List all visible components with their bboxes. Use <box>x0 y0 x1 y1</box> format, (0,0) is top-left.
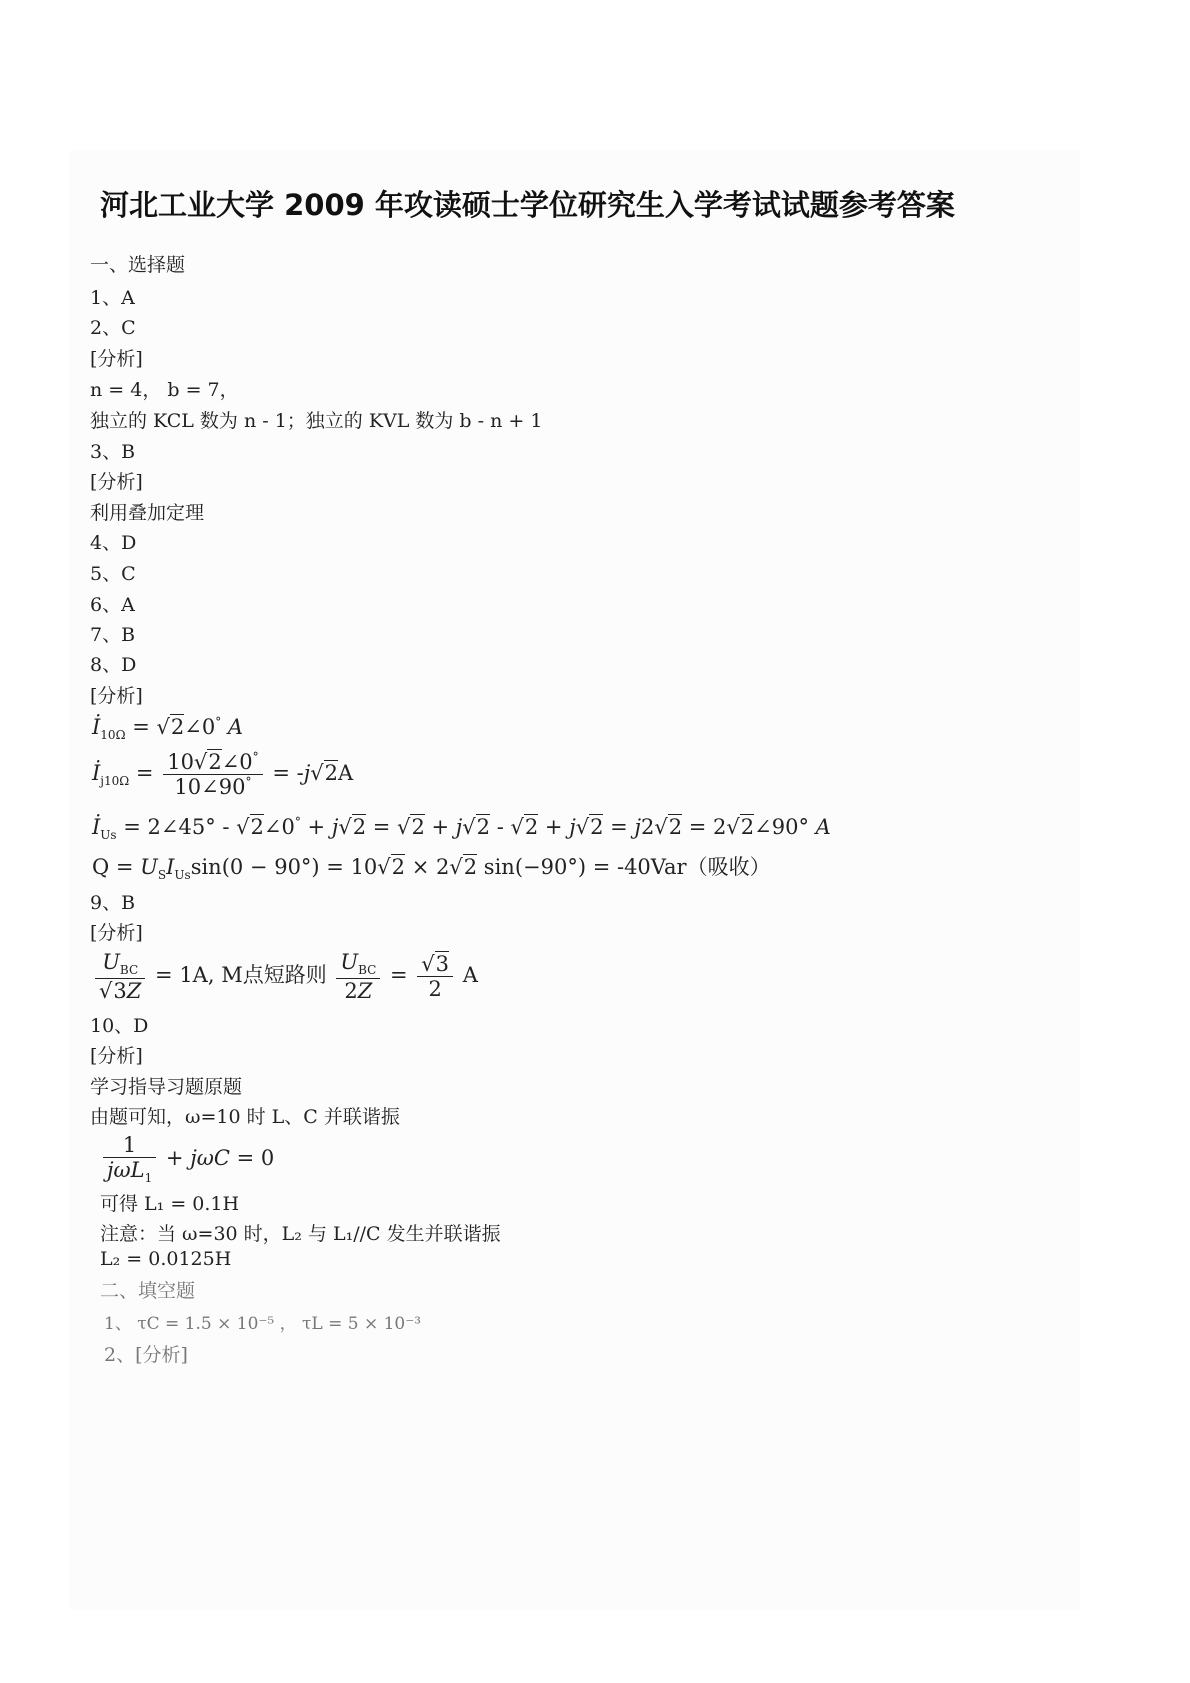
answer-8: 8、D <box>90 654 137 676</box>
section-heading-fill: 二、填空题 <box>100 1280 196 1302</box>
answer-3: 3、B <box>90 441 136 463</box>
answer-10-line-4: 注意：当 ω=30 时，L₂ 与 L₁//C 发生并联谐振 <box>100 1223 501 1245</box>
analysis-label: [分析] <box>90 471 143 493</box>
q-result: = -40Var（吸收） <box>592 855 771 879</box>
equation-ubc: $\frac{U_{BC}}{√3Z}$ = 1A, M点短路则 $\frac{U_{BC}}{2Z}$ = $\frac{√3}{2}$ A <box>92 950 478 1003</box>
answer-2: 2、C <box>90 317 136 339</box>
equation-ij10: $İ_{j10\Omega}$ = $\frac{10√2\angle 0^\circ}{10\angle 90^\circ}$ = -j√2A <box>92 750 354 800</box>
section-heading-choice: 一、选择题 <box>90 254 186 276</box>
analysis-label: [分析] <box>90 348 143 370</box>
equation-i10: $İ_{10\Omega}$ = √2∠0° A <box>92 715 244 742</box>
answer-2-line-2: 独立的 KCL 数为 n - 1；独立的 KVL 数为 b - n + 1 <box>90 410 543 432</box>
answer-5: 5、C <box>90 563 136 585</box>
answer-2-line-1: n = 4， b = 7， <box>90 379 239 401</box>
equation-ubc-unit: A <box>462 962 478 987</box>
analysis-label: [分析] <box>90 1045 143 1067</box>
answer-10-line-1: 学习指导习题原题 <box>90 1076 243 1098</box>
answer-6: 6、A <box>90 594 135 616</box>
equation-q: $Q = U_SI_{Us}\sin(0 - 90^\circ) = 10√2 \times 2√2$ sin(−90°) = -40Var（吸收） <box>92 855 771 882</box>
answer-10-line-5: L₂ = 0.0125H <box>100 1248 232 1270</box>
answer-7: 7、B <box>90 624 136 646</box>
analysis-label: [分析] <box>90 922 143 944</box>
answer-10: 10、D <box>90 1015 149 1037</box>
answer-10-line-3: 可得 L₁ = 0.1H <box>100 1193 240 1215</box>
equation-resonance: $\frac{1}{j\omega L_1}$ + jωC = 0 <box>100 1133 274 1186</box>
answer-3-line-1: 利用叠加定理 <box>90 502 205 524</box>
fill-answer-2: 2、[分析] <box>104 1344 188 1366</box>
answer-9: 9、B <box>90 892 136 914</box>
answer-1: 1、A <box>90 287 135 309</box>
page-title: 河北工业大学 2009 年攻读硕士学位研究生入学考试试题参考答案 <box>100 188 955 222</box>
answer-10-line-2: 由题可知，ω=10 时 L、C 并联谐振 <box>90 1106 400 1128</box>
fill-answer-1: 1、 τC = 1.5 × 10⁻⁵ ， τL = 5 × 10⁻³ <box>104 1314 422 1334</box>
analysis-label: [分析] <box>90 685 143 707</box>
equation-ius: $İ_{Us}$ = 2∠45° - √2∠0° + j√2 = √2 + j√2 - √2 + j√2 = j2√2 = 2√2∠90° A <box>92 815 831 842</box>
answer-4: 4、D <box>90 532 137 554</box>
equation-ubc-mid: = 1A, M点短路则 <box>155 962 327 987</box>
